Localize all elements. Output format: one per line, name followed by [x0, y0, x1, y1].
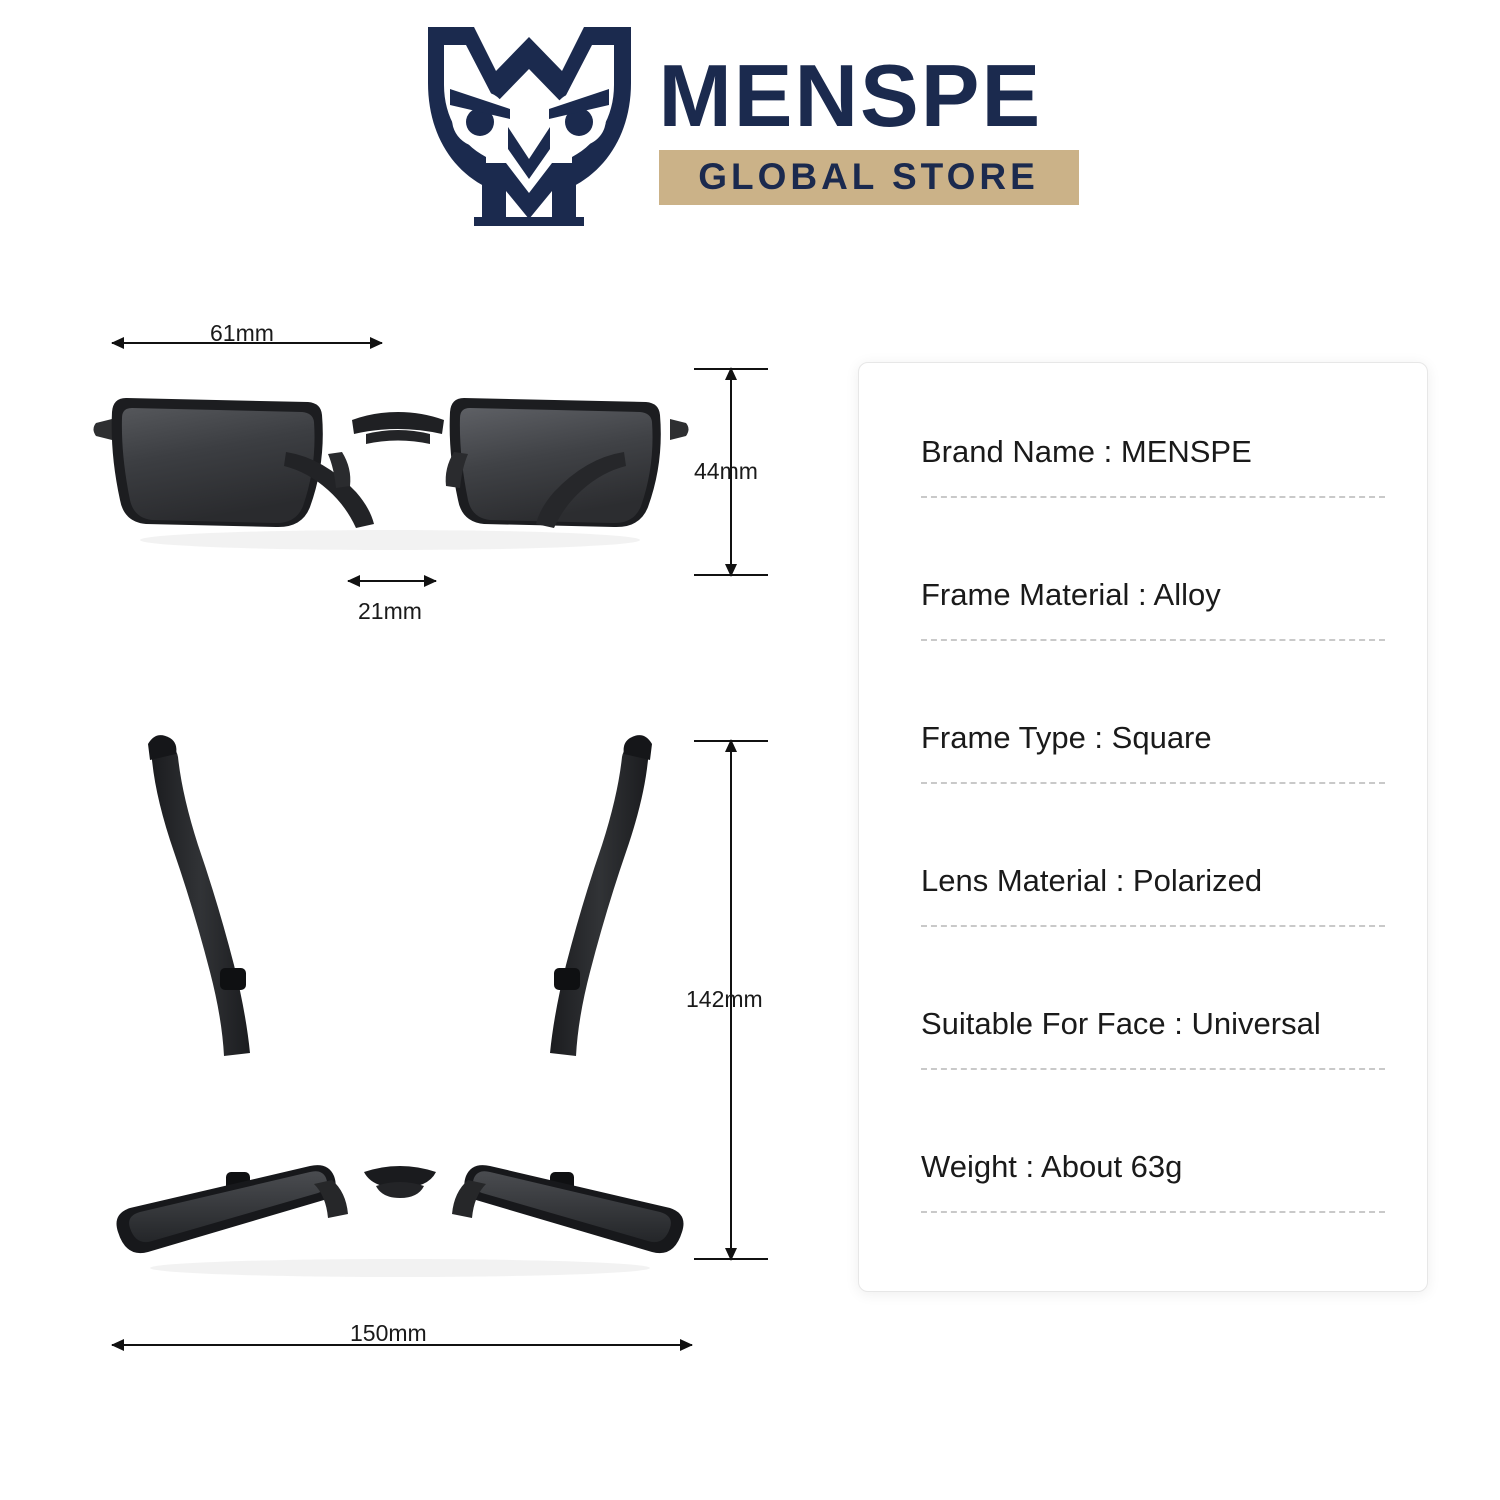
spec-divider: [921, 496, 1385, 498]
brand-header: [0, 0, 1500, 250]
lens-height-tick-bottom: [694, 574, 768, 576]
spec-text-frame-material: Frame Material : Alloy: [921, 577, 1221, 612]
spec-text-weight: Weight : About 63g: [921, 1149, 1183, 1184]
temple-length-label: 142mm: [686, 986, 763, 1012]
brand-tagline: GLOBAL STORE: [659, 150, 1079, 205]
spec-text-brand-name: Brand Name : MENSPE: [921, 434, 1252, 469]
spec-text-lens-material: Lens Material : Polarized: [921, 863, 1263, 898]
frame-width-label: 150mm: [350, 1320, 427, 1346]
lens-height-label: 44mm: [694, 458, 758, 484]
spec-divider: [921, 1068, 1385, 1070]
lens-width-label: 61mm: [210, 320, 274, 346]
spec-divider: [921, 1211, 1385, 1213]
sunglasses-top-image: [100, 720, 700, 1300]
brand-logo: [422, 23, 1079, 228]
spec-divider: [921, 782, 1385, 784]
bridge-width-label: 21mm: [358, 598, 422, 624]
temple-length-tick-top: [694, 740, 768, 742]
front-view-diagram: [90, 310, 790, 650]
spec-text-frame-type: Frame Type : Square: [921, 720, 1212, 755]
spec-row-weight: [921, 1148, 1385, 1291]
top-view-diagram: [90, 700, 790, 1380]
spec-divider: [921, 639, 1385, 641]
specifications-card: [858, 362, 1428, 1292]
spec-divider: [921, 925, 1385, 927]
bridge-width-arrow: [348, 580, 436, 582]
brand-name: MENSPE: [658, 45, 1043, 145]
spec-row-frame-material: [921, 576, 1385, 719]
temple-length-tick-bottom: [694, 1258, 768, 1260]
spec-row-frame-type: [921, 719, 1385, 862]
spec-row-suitable-for-face: [921, 1005, 1385, 1148]
brand-text-block: [658, 45, 1079, 205]
owl-mark-icon: [422, 23, 637, 228]
spec-row-lens-material: [921, 862, 1385, 1005]
sunglasses-front-image: [90, 360, 700, 580]
lens-height-tick-top: [694, 368, 768, 370]
spec-text-suitable-for-face: Suitable For Face : Universal: [921, 1006, 1321, 1041]
spec-row-brand-name: [921, 433, 1385, 576]
